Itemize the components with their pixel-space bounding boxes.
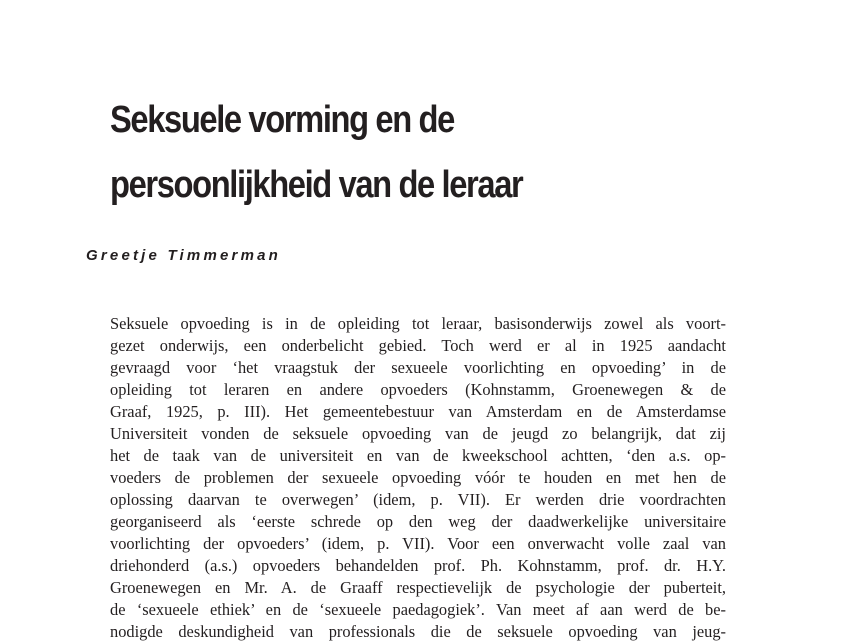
body-line: voeders de problemen der sexueele opvoeding vóór te houden en met hen de — [110, 468, 726, 487]
body-line: voorlichting der opvoeders’ (idem, p. VII). Voor een onverwacht volle zaal van — [110, 534, 726, 553]
body-line: Graaf, 1925, p. III). Het gemeentebestuur van Amsterdam en de Amsterdamse — [110, 402, 726, 421]
article-author: Greetje Timmerman — [86, 247, 282, 264]
body-line: nodigde deskundigheid van professionals die de seksuele opvoeding van jeug- — [110, 622, 726, 641]
body-line: georganiseerd als ‘eerste schrede op den weg der daadwerkelijke universitaire — [110, 512, 726, 531]
body-line: opleiding tot leraren en andere opvoeders (Kohnstamm, Groenewegen & de — [110, 380, 726, 399]
body-line: oplossing daarvan te overwegen’ (idem, p. VII). Er werden drie voordrachten — [110, 490, 726, 509]
body-line: Seksuele opvoeding is in de opleiding tot leraar, basisonderwijs zowel als voort- — [110, 314, 726, 333]
article-title-line-1: Seksuele vorming en de — [110, 99, 454, 141]
article-title — [110, 88, 660, 218]
body-line: Groenewegen en Mr. A. de Graaff respectievelijk de psychologie der puberteit, — [110, 578, 726, 597]
body-line: driehonderd (a.s.) opvoeders behandelden prof. Ph. Kohnstamm, prof. dr. H.Y. — [110, 556, 726, 575]
body-line: Universiteit vonden de seksuele opvoeding van de jeugd zo belangrijk, dat zij — [110, 424, 726, 443]
article-body — [110, 313, 726, 643]
article-title-line-2: persoonlijkheid van de leraar — [110, 164, 523, 206]
body-line: het de taak van de universiteit en van de kweekschool achtten, ‘den a.s. op- — [110, 446, 726, 465]
body-line: de ‘sexueele ethiek’ en de ‘sexueele paedagogiek’. Van meet af aan werd de be- — [110, 600, 726, 619]
body-line: gevraagd voor ‘het vraagstuk der sexueele voorlichting en opvoeding’ in de — [110, 358, 726, 377]
body-line: gezet onderwijs, een onderbelicht gebied. Toch werd er al in 1925 aandacht — [110, 336, 726, 355]
